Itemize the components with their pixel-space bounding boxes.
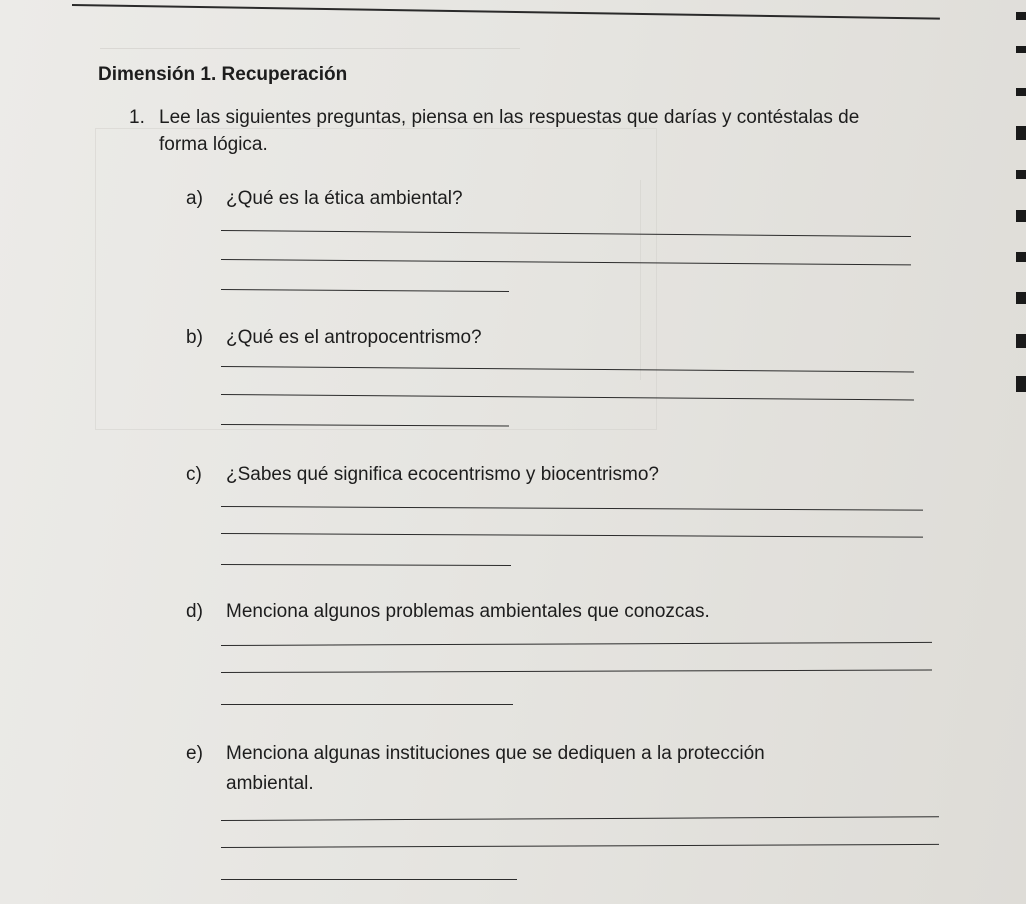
question-e xyxy=(186,739,826,799)
page-edge-mark xyxy=(1016,334,1026,348)
answer-line[interactable] xyxy=(221,366,914,372)
answer-line[interactable] xyxy=(221,533,923,538)
question-text: Menciona algunas instituciones que se dediquen a la protección ambiental. xyxy=(226,743,765,794)
answer-line[interactable] xyxy=(221,506,923,511)
page-edge-mark xyxy=(1016,170,1026,179)
answer-line[interactable] xyxy=(221,844,939,848)
page-edge-mark xyxy=(1016,252,1026,262)
answer-line[interactable] xyxy=(221,879,517,880)
question-letter: e) xyxy=(186,743,203,764)
answer-line[interactable] xyxy=(221,424,509,427)
question-letter: c) xyxy=(186,464,202,485)
question-text: ¿Qué es la ética ambiental? xyxy=(226,188,463,209)
bleed-through-texture xyxy=(100,30,520,49)
answer-line[interactable] xyxy=(221,394,914,400)
page-edge-mark xyxy=(1016,210,1026,222)
page-edge-mark xyxy=(1016,88,1026,96)
question-letter: b) xyxy=(186,327,203,348)
question-text: Menciona algunos problemas ambientales que conozcas. xyxy=(226,601,710,622)
question-c xyxy=(186,460,906,490)
question-b xyxy=(186,323,906,353)
page-edge-mark xyxy=(1016,292,1026,304)
page-edge-mark xyxy=(1016,376,1026,392)
question-a xyxy=(186,184,906,214)
answer-line[interactable] xyxy=(221,816,939,821)
answer-line[interactable] xyxy=(221,704,513,705)
question-d xyxy=(186,597,946,627)
answer-line[interactable] xyxy=(221,230,911,237)
bleed-through-texture xyxy=(95,128,657,430)
question-text: ¿Qué es el antropocentrismo? xyxy=(226,327,482,348)
question-letter: a) xyxy=(186,188,203,209)
answer-line[interactable] xyxy=(221,259,911,265)
instruction xyxy=(129,104,889,158)
question-letter: d) xyxy=(186,601,203,622)
answer-line[interactable] xyxy=(221,642,932,646)
section-title: Dimensión 1. Recuperación xyxy=(98,64,348,85)
page-edge-mark xyxy=(1016,46,1026,53)
instruction-text: Lee las siguientes preguntas, piensa en las respuestas que darías y contéstalas de forma lógica. xyxy=(159,107,860,155)
answer-line[interactable] xyxy=(221,670,932,673)
answer-line[interactable] xyxy=(221,564,511,566)
answer-line[interactable] xyxy=(221,289,509,292)
page-edge-mark xyxy=(1016,126,1026,140)
instruction-number: 1. xyxy=(129,107,145,128)
page-edge-mark xyxy=(1016,12,1026,20)
page-top-rule xyxy=(72,4,940,20)
question-text: ¿Sabes qué significa ecocentrismo y biocentrismo? xyxy=(226,464,659,485)
